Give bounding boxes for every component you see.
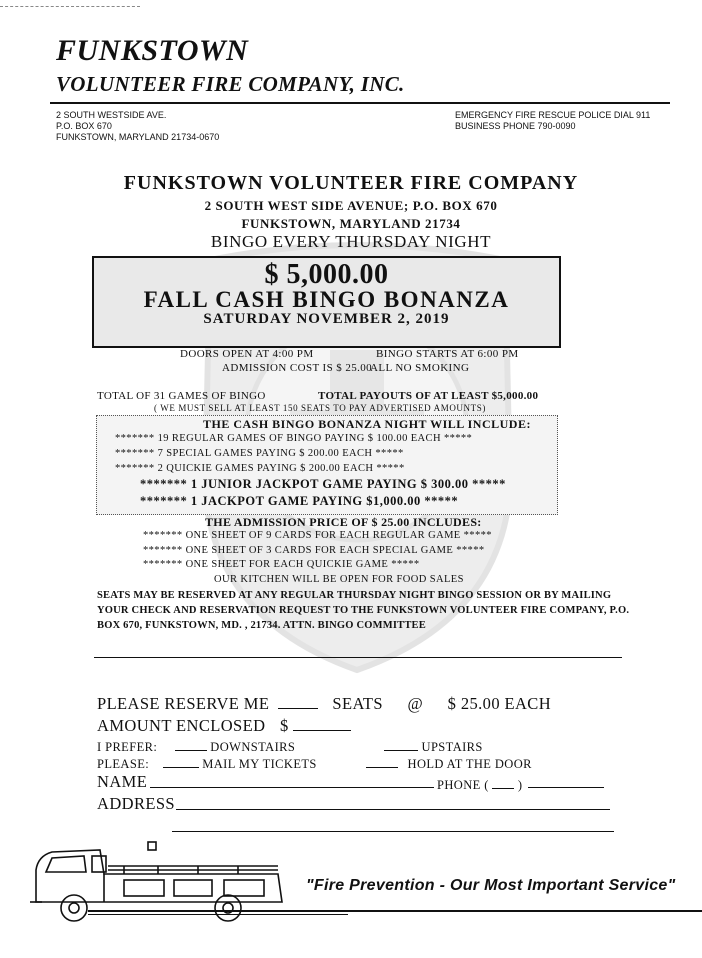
weekly-bingo-note: BINGO EVERY THURSDAY NIGHT [210,232,492,251]
prefer-label: I PREFER: [97,740,158,754]
area-code-field[interactable] [492,776,514,789]
amount-label: AMOUNT ENCLOSED [97,716,266,735]
games-header: THE CASH BINGO BONANZA NIGHT WILL INCLUDE: [203,417,531,431]
phone-label [437,776,522,793]
reservation-instructions: SEATS MAY BE RESERVED AT ANY REGULAR THURSDAY NIGHT BINGO SESSION OR BY MAILING YOUR CHECK AND RESERVATION REQUEST TO THE FUNKSTOWN VOLUNTEER FIRE COMPANY, P.O. BOX 670, FUNKSTOWN, MD. , 21734. ATTN. BINGO COMMITTEE [97,590,630,631]
event-title: FALL CASH BINGO BONANZA [143,287,510,312]
flyer-address-city: FUNKSTOWN, MARYLAND 21734 [241,216,461,231]
admission-includes-header: THE ADMISSION PRICE OF $ 25.00 INCLUDES: [205,515,482,529]
address-label: ADDRESS [97,794,175,813]
org-subtitle: VOLUNTEER FIRE COMPANY, INC. [56,72,405,96]
hold-at-door-checkbox-line[interactable] [366,755,398,768]
admission-item: ******* ONE SHEET FOR EACH QUICKIE GAME ***** [143,559,420,570]
reserve-label: PLEASE RESERVE ME [97,694,270,713]
contact-phones [455,110,650,132]
address-line: 2 SOUTH WESTSIDE AVE. [56,110,167,120]
upstairs-checkbox-line[interactable] [384,738,418,751]
hold-at-door-label: HOLD AT THE DOOR [407,757,532,771]
name-field[interactable] [150,787,434,788]
seat-count-field[interactable] [278,696,318,709]
event-date: SATURDAY NOVEMBER 2, 2019 [203,311,450,327]
bingo-start-time: BINGO STARTS AT 6:00 PM [376,348,519,360]
upstairs-option [384,738,483,755]
amount-field[interactable] [293,718,351,731]
seat-price: $ 25.00 EACH [447,694,552,713]
game-line: ******* 7 SPECIAL GAMES PAYING $ 200.00 EACH ***** [115,448,404,459]
seats-label: SEATS [332,694,383,713]
admission-item: ******* ONE SHEET OF 9 CARDS FOR EACH REGULAR GAME ***** [143,530,492,541]
name-label: NAME [97,772,148,791]
at-symbol: @ [407,694,424,713]
total-payouts: TOTAL PAYOUTS OF AT LEAST $5,000.00 [318,390,539,402]
address-field[interactable] [176,809,610,810]
downstairs-checkbox-line[interactable] [175,738,207,751]
doors-open-time: DOORS OPEN AT 4:00 PM [180,348,314,360]
emergency-line: EMERGENCY FIRE RESCUE POLICE DIAL 911 [455,110,651,120]
please-label: PLEASE: [97,757,150,771]
section-divider [94,657,622,658]
mail-tickets-label: MAIL MY TICKETS [202,757,317,771]
org-name: FUNKSTOWN [56,34,249,67]
flyer-title: FUNKSTOWN VOLUNTEER FIRE COMPANY [123,172,579,194]
kitchen-note: OUR KITCHEN WILL BE OPEN FOR FOOD SALES [214,574,464,585]
reserve-seats-row [97,694,551,714]
game-line: ******* 19 REGULAR GAMES OF BINGO PAYING $ 100.00 EACH ***** [115,433,473,444]
game-line-jackpot: ******* 1 JACKPOT GAME PAYING $1,000.00 ***** [140,494,459,508]
mailing-address [56,110,219,143]
footer-divider [88,910,702,912]
total-games: TOTAL OF 31 GAMES OF BINGO [97,390,266,402]
top-divider [0,6,140,7]
game-line-junior-jackpot: ******* 1 JUNIOR JACKPOT GAME PAYING $ 300.00 ***** [140,477,506,491]
downstairs-label: DOWNSTAIRS [210,740,296,754]
prize-amount: $ 5,000.00 [264,259,389,290]
seat-minimum-note: ( WE MUST SELL AT LEAST 150 SEATS TO PAY ADVERTISED AMOUNTS) [154,403,486,413]
amount-enclosed-row [97,716,351,736]
game-line: ******* 2 QUICKIE GAMES PAYING $ 200.00 EACH ***** [115,463,405,474]
footer-divider-thin [88,914,348,915]
address-line: P.O. BOX 670 [56,121,112,131]
seating-preference-row [97,738,295,755]
no-smoking-note: ALL NO SMOKING [370,362,470,374]
header-divider [50,102,670,104]
business-phone-line: BUSINESS PHONE 790-0090 [455,121,576,131]
ticket-delivery-row [97,755,317,772]
flyer-address-street: 2 SOUTH WEST SIDE AVENUE; P.O. BOX 670 [204,198,498,213]
phone-paren-close: ) [517,778,523,792]
mail-tickets-checkbox-line[interactable] [163,755,199,768]
upstairs-label: UPSTAIRS [421,740,483,754]
bonanza-banner [92,256,561,348]
phone-field[interactable] [528,787,604,788]
admission-item: ******* ONE SHEET OF 3 CARDS FOR EACH SPECIAL GAME ***** [143,545,485,556]
address-line: FUNKSTOWN, MARYLAND 21734-0670 [56,132,220,142]
hold-at-door-option [366,755,532,772]
footer-slogan: "Fire Prevention - Our Most Important Service" [306,877,676,894]
phone-label-text: PHONE ( [437,778,489,792]
dollar-sign: $ [279,716,289,735]
admission-cost: ADMISSION COST IS $ 25.00 [222,362,373,374]
